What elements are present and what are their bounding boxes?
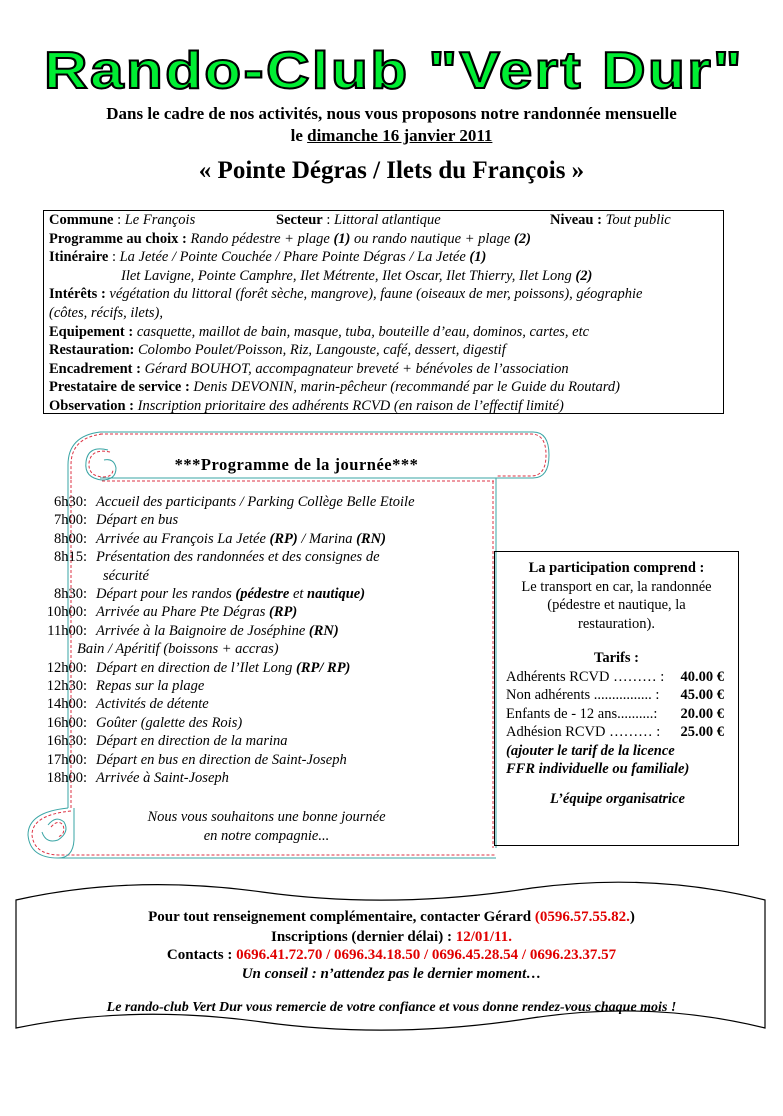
licence-line-2: FFR individuelle ou familiale)	[506, 761, 690, 777]
tarif-label: Adhésion RCVD ……… :	[506, 724, 661, 740]
program-time: 18h00	[46, 770, 83, 786]
program-time: 17h00	[46, 751, 83, 768]
deadline-date: 12/01/11.	[455, 929, 512, 945]
program-item	[30, 567, 149, 586]
program-separator: :	[83, 770, 88, 786]
tarif-label: Adhérents RCVD ……… :	[506, 668, 665, 685]
program-bold: (pédestre	[235, 586, 290, 602]
program-text: Activités de détente	[96, 696, 209, 713]
advice-line: Un conseil : n’attendez pas le dernier moment…	[241, 966, 542, 982]
commune-value: Le François	[124, 212, 196, 228]
program-item	[30, 677, 204, 696]
program-text: Départ en bus en direction de Saint-Joseph	[96, 751, 347, 768]
secteur-label: Secteur	[276, 212, 323, 228]
tarif-row	[495, 668, 738, 687]
program-separator: :	[83, 586, 88, 602]
program-bold: (RN)	[308, 622, 339, 639]
program-separator: :	[83, 512, 88, 529]
info-row-commune: Commune : Le François Secteur : Littoral atlantique Niveau : Tout public	[49, 212, 671, 228]
prestataire-label: Prestataire de service :	[49, 379, 190, 396]
program-separator: :	[83, 530, 88, 547]
program-time: 12h30	[46, 678, 83, 694]
closing-line-2: en notre compagnie...	[203, 828, 330, 844]
program-time: 14h00	[46, 696, 83, 713]
program-time: 10h00	[46, 604, 83, 621]
program-text: sécurité	[103, 567, 149, 584]
program-time: 6h30	[54, 494, 83, 510]
commune-label: Commune	[49, 212, 114, 228]
program-bold2: nautique)	[307, 586, 366, 602]
info-box	[43, 210, 724, 414]
info-row-itineraire-2	[49, 267, 723, 286]
program-item	[30, 769, 229, 788]
info-row-programme	[49, 230, 723, 249]
encadrement-label: Encadrement :	[49, 360, 141, 377]
participation-line-3: restauration).	[578, 615, 655, 632]
program-item	[30, 732, 288, 751]
tarif-list	[495, 668, 738, 742]
program-separator: :	[83, 622, 88, 639]
program-time: 8h30	[54, 586, 83, 602]
program-item	[30, 695, 209, 714]
programme-a-number: (1)	[333, 230, 351, 247]
contact-line-3	[0, 947, 783, 964]
program-item	[30, 640, 279, 659]
program-item	[30, 603, 297, 622]
info-row-observation	[49, 397, 723, 416]
restauration-value: Colombo Poulet/Poisson, Riz, Langouste, café, dessert, digestif	[138, 342, 506, 359]
program-text: Repas sur la plage	[96, 678, 205, 694]
program-text: Arrivée au François La Jetée	[96, 530, 270, 547]
program-separator: :	[83, 714, 88, 731]
contact-line-1	[0, 909, 783, 926]
program-time: 8h15	[54, 549, 83, 566]
program-item	[30, 511, 178, 530]
tarif-value: 45.00 €	[680, 687, 724, 703]
club-title-graphic	[30, 42, 750, 102]
restauration-label: Restauration:	[49, 342, 135, 359]
itineraire-1-number: (1)	[469, 249, 487, 266]
participation-box	[494, 551, 739, 846]
contact-line-2	[0, 929, 783, 946]
program-separator: :	[83, 659, 88, 676]
program-text: Présentation des randonnées et des consignes de	[96, 549, 380, 566]
hike-title: « Pointe Dégras / Ilets du François »	[198, 157, 585, 184]
tarif-value: 20.00 €	[680, 705, 724, 722]
encadrement-value: Gérard BOUHOT, accompagnateur breveté + bénévoles de l’association	[144, 360, 569, 377]
observation-value: Inscription prioritaire des adhérents RCVD (en raison de l’effectif limité)	[137, 397, 564, 414]
program-time: 8h00	[54, 530, 83, 547]
program-text: Départ en direction de l’Ilet Long	[96, 659, 297, 676]
info-row-itineraire: Itinéraire : La Jetée / Pointe Couchée / Phare Pointe Dégras / La Jetée (1)	[49, 249, 487, 266]
program-text: Accueil des participants / Parking Collège Belle Etoile	[96, 494, 415, 510]
program-time: 11h00	[47, 622, 83, 639]
info-row-restauration	[49, 341, 723, 360]
tarif-value: 25.00 €	[680, 724, 724, 740]
contacts-phones: 0696.41.72.70 / 0696.34.18.50 / 0696.45.28.54 / 0696.23.37.57	[236, 947, 617, 963]
program-separator: :	[83, 751, 88, 768]
observation-label: Observation :	[49, 397, 134, 414]
club-title: Rando-Club "Vert Dur"	[44, 42, 744, 100]
programme-option-b: ou rando nautique + plage	[350, 230, 514, 247]
itineraire-2: Ilet Lavigne, Pointe Camphre, Ilet Métrente, Ilet Oscar, Ilet Thierry, Ilet Long	[121, 267, 576, 284]
programme-label: Programme au choix :	[49, 230, 187, 247]
niveau-label: Niveau :	[550, 212, 602, 228]
program-separator: :	[83, 733, 88, 750]
program-item	[30, 585, 365, 604]
tarif-row	[495, 705, 738, 724]
equipement-value: casquette, maillot de bain, masque, tuba, bouteille d’eau, dominos, cartes, etc	[136, 323, 590, 340]
equipement-label: Equipement :	[49, 323, 134, 340]
info-row-encadrement	[49, 360, 723, 379]
organizer-signature: L’équipe organisatrice	[550, 790, 685, 807]
program-text: Goûter (galette des Rois)	[96, 714, 243, 731]
program-item	[30, 548, 380, 567]
event-date: dimanche 16 janvier 2011	[307, 126, 493, 145]
program-text: Départ en bus	[96, 512, 179, 529]
program-time: 16h30	[46, 733, 83, 750]
date-prefix: le	[290, 126, 308, 145]
program-item	[30, 493, 415, 512]
secteur-value: Littoral atlantique	[333, 212, 441, 228]
program-bold: (RP/ RP)	[296, 659, 351, 676]
program-separator: :	[83, 604, 88, 621]
participation-line-2: (pédestre et nautique, la	[547, 597, 686, 613]
programme-b-number: (2)	[514, 230, 531, 247]
tarif-label: Non adhérents ................ :	[506, 687, 660, 703]
contact-text: Pour tout renseignement complémentaire, contacter Gérard	[148, 909, 535, 925]
program-text: Départ en direction de la marina	[96, 733, 288, 750]
contacts-label: Contacts :	[166, 947, 237, 963]
intro-line: Dans le cadre de nos activités, nous vous proposons notre randonnée mensuelle	[106, 104, 677, 123]
programme-option-a: Rando pédestre + plage	[190, 230, 334, 247]
program-time: 12h00	[46, 659, 83, 676]
licence-line-1: (ajouter le tarif de la licence	[506, 742, 675, 759]
program-separator: :	[83, 696, 88, 713]
niveau-value: Tout public	[605, 212, 671, 228]
tarif-row	[495, 686, 738, 705]
interets-value-1: végétation du littoral (forêt sèche, mangrove), faune (oiseaux de mer, poissons), géographie	[109, 286, 643, 303]
contact-end: )	[629, 909, 635, 925]
info-row-interets	[49, 285, 723, 304]
prestataire-value: Denis DEVONIN, marin-pêcheur (recommandé par le Guide du Routard)	[193, 379, 620, 396]
program-separator: :	[83, 494, 88, 510]
program-item	[30, 714, 242, 733]
itineraire-2-number: (2)	[575, 267, 593, 284]
program-post: / Marina	[297, 530, 357, 547]
participation-heading: La participation comprend :	[528, 560, 705, 576]
tarif-label: Enfants de - 12 ans..........:	[506, 705, 658, 722]
itineraire-label: Itinéraire	[49, 249, 109, 266]
program-separator: :	[83, 549, 88, 566]
program-item	[30, 530, 386, 549]
program-text: Arrivée au Phare Pte Dégras	[96, 604, 270, 621]
program-post: et	[289, 586, 308, 602]
program-bold: (RP)	[269, 530, 298, 547]
tarif-value: 40.00 €	[680, 668, 724, 685]
participation-line-1: Le transport en car, la randonnée	[521, 578, 712, 595]
gerard-phone: (0596.57.55.82.	[534, 909, 630, 925]
program-bold: (RP)	[269, 604, 298, 621]
program-item	[30, 622, 339, 641]
program-time: 7h00	[54, 512, 83, 529]
program-separator: :	[83, 678, 88, 694]
closing-line-1: Nous vous souhaitons une bonne journée	[147, 809, 386, 825]
program-bold2: (RN)	[356, 530, 386, 547]
program-heading: ***Programme de la journée***	[174, 455, 419, 474]
interets-label: Intérêts :	[49, 286, 106, 303]
interets-value-2: (côtes, récifs, ilets),	[49, 304, 163, 321]
itineraire-1: La Jetée / Pointe Couchée / Phare Pointe Dégras / La Jetée	[119, 249, 470, 266]
program-time: 16h00	[46, 714, 83, 731]
info-row-prestataire	[49, 378, 723, 397]
info-row-interets-2	[49, 304, 723, 323]
thanks-line: Le rando-club Vert Dur vous remercie de votre confiance et vous donne rendez-vous chaque mois !	[106, 1000, 677, 1015]
date-line	[0, 126, 783, 146]
program-text: Bain / Apéritif (boissons + accras)	[77, 641, 279, 658]
tarif-row	[495, 723, 738, 742]
info-row-equipement	[49, 323, 723, 342]
program-item	[30, 751, 347, 770]
program-closing	[69, 808, 464, 846]
program-text: Départ pour les randos	[96, 586, 236, 602]
program-text: Arrivée à la Baignoire de Joséphine	[96, 622, 309, 639]
program-item	[30, 659, 350, 678]
program-text: Arrivée à Saint-Joseph	[96, 770, 229, 786]
deadline-label: Inscriptions (dernier délai) :	[271, 929, 456, 945]
tarifs-heading: Tarifs :	[594, 650, 639, 666]
